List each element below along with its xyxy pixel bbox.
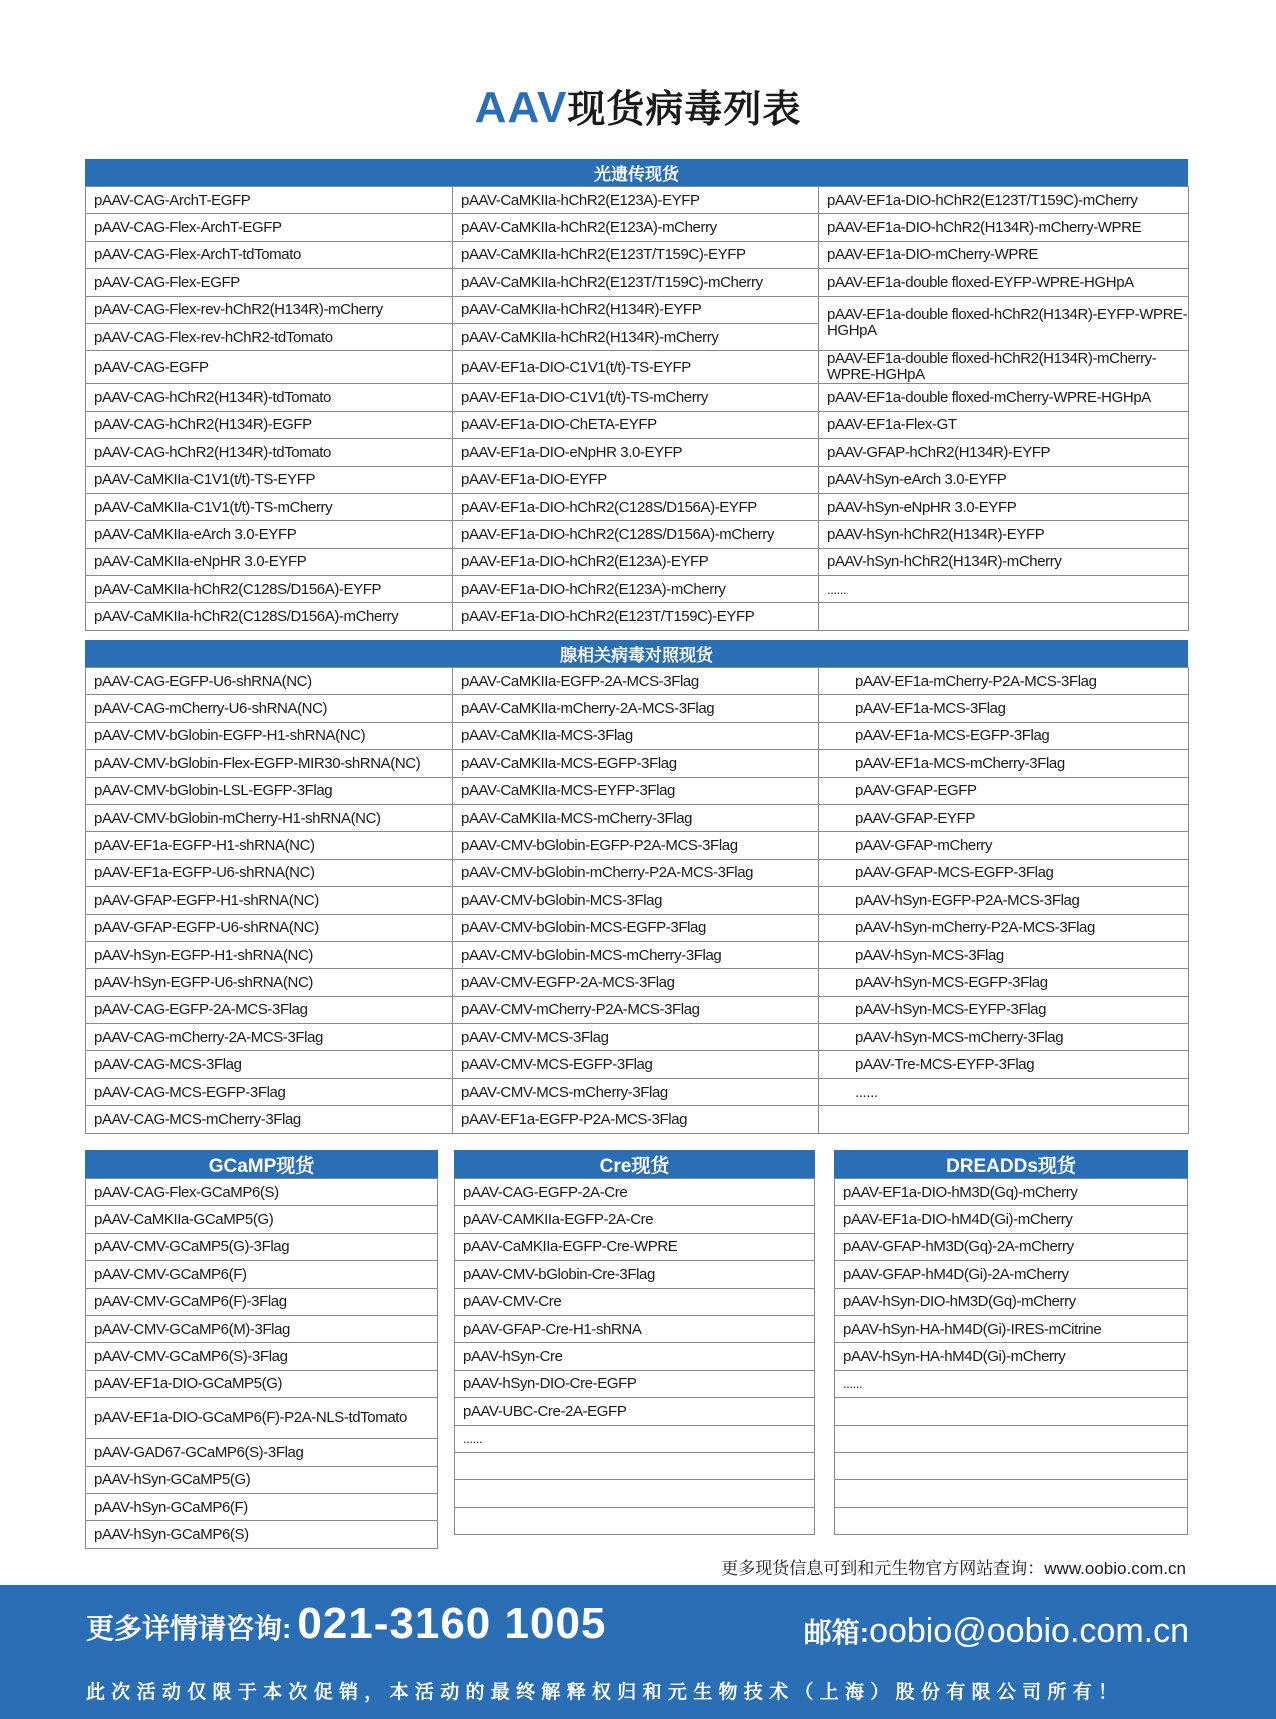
table-row (835, 1179, 1188, 1206)
table-row (86, 887, 1189, 914)
optogenetics-table (85, 186, 1189, 631)
table-cell (835, 1507, 1188, 1534)
table-row (86, 722, 1189, 749)
table-cell: pAAV-GFAP-EGFP-H1-shRNA(NC) (86, 887, 453, 914)
table-row (86, 1521, 438, 1548)
table-cell: pAAV-EF1a-MCS-mCherry-3Flag (819, 750, 1189, 777)
table-row (86, 1398, 438, 1439)
table-cell: pAAV-EF1a-EGFP-U6-shRNA(NC) (86, 859, 453, 886)
table-cell: pAAV-CMV-bGlobin-mCherry-P2A-MCS-3Flag (453, 859, 819, 886)
table-cell (835, 1425, 1188, 1452)
table-cell: pAAV-EF1a-DIO-ChETA-EYFP (453, 411, 819, 438)
table-row (86, 1051, 1189, 1078)
table-row (86, 941, 1189, 968)
table-row (86, 1288, 438, 1315)
table-row (455, 1370, 815, 1397)
table-row (455, 1480, 815, 1507)
table-row (86, 1493, 438, 1520)
table-cell: pAAV-EF1a-DIO-EYFP (453, 466, 819, 493)
table-cell: pAAV-GFAP-hM4D(Gi)-2A-mCherry (835, 1261, 1188, 1288)
table-row (86, 351, 1189, 384)
table-cell: pAAV-CMV-EGFP-2A-MCS-3Flag (453, 969, 819, 996)
table-cell: pAAV-CAG-mCherry-2A-MCS-3Flag (86, 1024, 453, 1051)
gcamp-header: GCaMP现货 (85, 1150, 438, 1178)
shrna-table (85, 667, 1189, 1134)
table-cell: pAAV-EF1a-Flex-GT (819, 411, 1189, 438)
table-cell: pAAV-CMV-bGlobin-EGFP-H1-shRNA(NC) (86, 722, 453, 749)
table-cell: ...... (819, 1078, 1189, 1105)
table-cell: pAAV-CaMKIIa-eNpHR 3.0-EYFP (86, 548, 453, 575)
table-cell (835, 1452, 1188, 1479)
table-cell: pAAV-Tre-MCS-EYFP-3Flag (819, 1051, 1189, 1078)
table-cell: pAAV-EF1a-DIO-hChR2(C128S/D156A)-EYFP (453, 493, 819, 520)
table-cell: pAAV-CaMKIIa-hChR2(H134R)-EYFP (453, 296, 819, 323)
table-cell: pAAV-CAG-MCS-EGFP-3Flag (86, 1078, 453, 1105)
table-cell: pAAV-CMV-GCaMP6(M)-3Flag (86, 1315, 438, 1342)
table-row (86, 1370, 438, 1397)
table-cell: pAAV-CaMKIIa-mCherry-2A-MCS-3Flag (453, 695, 819, 722)
table-cell: pAAV-CaMKIIa-MCS-EGFP-3Flag (453, 750, 819, 777)
table-cell: pAAV-CaMKIIa-eArch 3.0-EYFP (86, 521, 453, 548)
table-cell: pAAV-CMV-GCaMP6(S)-3Flag (86, 1343, 438, 1370)
table-cell: pAAV-hSyn-Cre (455, 1343, 815, 1370)
table-cell: pAAV-EF1a-DIO-GCaMP5(G) (86, 1370, 438, 1397)
table-row (835, 1261, 1188, 1288)
table-row (455, 1425, 815, 1452)
table-cell: pAAV-CMV-bGlobin-MCS-mCherry-3Flag (453, 941, 819, 968)
table-cell: pAAV-CaMKIIa-hChR2(E123T/T159C)-mCherry (453, 269, 819, 296)
table-row (86, 466, 1189, 493)
table-cell: pAAV-EF1a-DIO-hChR2(E123T/T159C)-mCherry (819, 187, 1189, 214)
table-row (86, 1179, 438, 1206)
table-cell: pAAV-GFAP-mCherry (819, 832, 1189, 859)
table-cell: pAAV-CAG-EGFP-U6-shRNA(NC) (86, 668, 453, 695)
table-cell: pAAV-CaMKIIa-C1V1(t/t)-TS-mCherry (86, 493, 453, 520)
table-row (455, 1288, 815, 1315)
table-cell: pAAV-CMV-bGlobin-MCS-EGFP-3Flag (453, 914, 819, 941)
consult-line (86, 1599, 606, 1649)
table-cell (455, 1452, 815, 1479)
table-cell: pAAV-CMV-bGlobin-Flex-EGFP-MIR30-shRNA(NC) (86, 750, 453, 777)
table-cell: pAAV-EF1a-DIO-hChR2(H134R)-mCherry-WPRE (819, 214, 1189, 241)
table-cell: pAAV-EF1a-DIO-eNpHR 3.0-EYFP (453, 439, 819, 466)
table-cell: pAAV-CAG-Flex-rev-hChR2(H134R)-mCherry (86, 296, 453, 323)
table-cell: pAAV-CAG-Flex-rev-hChR2-tdTomato (86, 323, 453, 350)
table-cell: pAAV-EF1a-MCS-3Flag (819, 695, 1189, 722)
table-row (835, 1452, 1188, 1479)
table-row (86, 521, 1189, 548)
table-row (455, 1261, 815, 1288)
table-cell: pAAV-EF1a-mCherry-P2A-MCS-3Flag (819, 668, 1189, 695)
table-cell: pAAV-GFAP-EYFP (819, 804, 1189, 831)
table-row (455, 1507, 815, 1534)
table-cell: pAAV-CMV-GCaMP6(F)-3Flag (86, 1288, 438, 1315)
table-cell: pAAV-CaMKIIa-MCS-3Flag (453, 722, 819, 749)
table-row (835, 1315, 1188, 1342)
table-cell: pAAV-hSyn-hChR2(H134R)-mCherry (819, 548, 1189, 575)
table-row (86, 1206, 438, 1233)
table-cell: pAAV-EF1a-double floxed-mCherry-WPRE-HGHpA (819, 384, 1189, 411)
table-cell: pAAV-CAG-Flex-ArchT-EGFP (86, 214, 453, 241)
table-cell: pAAV-GFAP-hM3D(Gq)-2A-mCherry (835, 1233, 1188, 1260)
table-cell: pAAV-hSyn-MCS-EYFP-3Flag (819, 996, 1189, 1023)
table-cell: pAAV-hSyn-eNpHR 3.0-EYFP (819, 493, 1189, 520)
table-row (835, 1425, 1188, 1452)
table-cell: ...... (835, 1370, 1188, 1397)
table-cell: pAAV-UBC-Cre-2A-EGFP (455, 1398, 815, 1425)
table-row (86, 804, 1189, 831)
table-row (86, 859, 1189, 886)
shrna-header: 腺相关病毒对照现货 (85, 640, 1188, 667)
table-cell: pAAV-CaMKIIa-GCaMP5(G) (86, 1206, 438, 1233)
email-address: oobio@oobio.com.cn (869, 1612, 1189, 1650)
table-cell: pAAV-GFAP-EGFP-U6-shRNA(NC) (86, 914, 453, 941)
table-cell: pAAV-EF1a-DIO-mCherry-WPRE (819, 241, 1189, 268)
table-cell: pAAV-hSyn-MCS-EGFP-3Flag (819, 969, 1189, 996)
table-row (86, 832, 1189, 859)
table-cell: pAAV-CaMKIIa-C1V1(t/t)-TS-EYFP (86, 466, 453, 493)
table-row (86, 1078, 1189, 1105)
table-cell: pAAV-hSyn-MCS-3Flag (819, 941, 1189, 968)
table-row (455, 1343, 815, 1370)
table-row (86, 603, 1189, 630)
email-line (804, 1611, 1189, 1651)
table-row (86, 296, 1189, 323)
table-row (86, 187, 1189, 214)
table-cell: pAAV-CMV-Cre (455, 1288, 815, 1315)
table-cell: pAAV-hSyn-DIO-hM3D(Gq)-mCherry (835, 1288, 1188, 1315)
website-note: 更多现货信息可到和元生物官方网站查询：www.oobio.com.cn (721, 1559, 1186, 1578)
consult-label: 更多详情请咨询: (86, 1613, 292, 1644)
table-row (455, 1398, 815, 1425)
table-cell: pAAV-EF1a-DIO-hM4D(Gi)-mCherry (835, 1206, 1188, 1233)
table-cell: pAAV-CAG-hChR2(H134R)-tdTomato (86, 439, 453, 466)
table-row (835, 1370, 1188, 1397)
table-cell: pAAV-CaMKIIa-hChR2(E123T/T159C)-EYFP (453, 241, 819, 268)
table-cell: pAAV-hSyn-mCherry-P2A-MCS-3Flag (819, 914, 1189, 941)
dreadds-header: DREADDs现货 (834, 1150, 1188, 1178)
table-row (86, 548, 1189, 575)
table-row (86, 1261, 438, 1288)
table-cell: pAAV-CMV-GCaMP6(F) (86, 1261, 438, 1288)
table-cell: pAAV-CAG-mCherry-U6-shRNA(NC) (86, 695, 453, 722)
table-cell (455, 1480, 815, 1507)
table-cell: pAAV-hSyn-EGFP-H1-shRNA(NC) (86, 941, 453, 968)
table-row (86, 1233, 438, 1260)
dreadds-table (834, 1178, 1188, 1535)
phone-number: 021-3160 1005 (297, 1599, 607, 1648)
table-cell: pAAV-CAG-Flex-GCaMP6(S) (86, 1179, 438, 1206)
table-row (86, 914, 1189, 941)
table-row (86, 411, 1189, 438)
table-cell: pAAV-EF1a-double floxed-hChR2(H134R)-mCherry-WPRE-HGHpA (819, 351, 1189, 384)
table-cell (819, 1106, 1189, 1133)
table-cell: pAAV-CMV-MCS-3Flag (453, 1024, 819, 1051)
table-row (86, 439, 1189, 466)
table-row (835, 1343, 1188, 1370)
table-cell: pAAV-CAMKIIa-EGFP-2A-Cre (455, 1206, 815, 1233)
optogenetics-header: 光遗传现货 (85, 159, 1188, 186)
table-cell: pAAV-EF1a-DIO-hChR2(C128S/D156A)-mCherry (453, 521, 819, 548)
table-cell: ...... (819, 576, 1189, 603)
title-suffix: 现货病毒列表 (567, 89, 802, 131)
table-cell: pAAV-EF1a-DIO-GCaMP6(F)-P2A-NLS-tdTomato (86, 1398, 438, 1439)
table-cell (455, 1507, 815, 1534)
table-cell: pAAV-EF1a-double floxed-hChR2(H134R)-EYFP-WPRE-HGHpA (819, 296, 1189, 351)
table-cell: pAAV-CMV-GCaMP5(G)-3Flag (86, 1233, 438, 1260)
table-cell: pAAV-EF1a-MCS-EGFP-3Flag (819, 722, 1189, 749)
table-cell: pAAV-GFAP-MCS-EGFP-3Flag (819, 859, 1189, 886)
table-row (86, 695, 1189, 722)
table-cell: pAAV-CMV-bGlobin-Cre-3Flag (455, 1261, 815, 1288)
table-row (86, 269, 1189, 296)
table-row (455, 1179, 815, 1206)
table-cell (819, 603, 1189, 630)
table-row (86, 750, 1189, 777)
table-cell: pAAV-EF1a-EGFP-P2A-MCS-3Flag (453, 1106, 819, 1133)
table-cell: pAAV-CMV-MCS-mCherry-3Flag (453, 1078, 819, 1105)
table-cell: pAAV-CaMKIIa-EGFP-2A-MCS-3Flag (453, 668, 819, 695)
table-row (455, 1315, 815, 1342)
gcamp-table (85, 1178, 438, 1549)
table-cell: pAAV-hSyn-MCS-mCherry-3Flag (819, 1024, 1189, 1051)
table-cell: pAAV-CAG-Flex-EGFP (86, 269, 453, 296)
table-cell: pAAV-CaMKIIa-hChR2(E123A)-mCherry (453, 214, 819, 241)
disclaimer: 此次活动仅限于本次促销，本活动的最终解释权归和元生物技术（上海）股份有限公司所有！ (86, 1682, 1124, 1703)
table-cell: pAAV-CAG-ArchT-EGFP (86, 187, 453, 214)
table-cell: pAAV-EF1a-DIO-C1V1(t/t)-TS-EYFP (453, 351, 819, 384)
table-cell: pAAV-CAG-EGFP-2A-Cre (455, 1179, 815, 1206)
table-row (455, 1206, 815, 1233)
table-cell: pAAV-CAG-hChR2(H134R)-EGFP (86, 411, 453, 438)
table-cell: pAAV-CaMKIIa-hChR2(H134R)-mCherry (453, 323, 819, 350)
table-row (86, 1466, 438, 1493)
table-row (86, 1106, 1189, 1133)
table-cell: pAAV-hSyn-HA-hM4D(Gi)-IRES-mCitrine (835, 1315, 1188, 1342)
table-cell: pAAV-CAG-MCS-3Flag (86, 1051, 453, 1078)
cre-table (454, 1178, 815, 1535)
table-row (835, 1480, 1188, 1507)
table-cell: pAAV-CMV-bGlobin-MCS-3Flag (453, 887, 819, 914)
page-title (0, 78, 1276, 133)
table-cell: pAAV-CAG-EGFP (86, 351, 453, 384)
table-cell: pAAV-hSyn-hChR2(H134R)-EYFP (819, 521, 1189, 548)
table-cell: pAAV-GFAP-EGFP (819, 777, 1189, 804)
table-cell: pAAV-CAG-hChR2(H134R)-tdTomato (86, 384, 453, 411)
table-row (86, 1343, 438, 1370)
table-cell: pAAV-hSyn-DIO-Cre-EGFP (455, 1370, 815, 1397)
table-cell: pAAV-EF1a-DIO-hM3D(Gq)-mCherry (835, 1179, 1188, 1206)
table-cell: pAAV-GAD67-GCaMP6(S)-3Flag (86, 1439, 438, 1466)
table-cell: pAAV-GFAP-hChR2(H134R)-EYFP (819, 439, 1189, 466)
table-cell: pAAV-CMV-bGlobin-EGFP-P2A-MCS-3Flag (453, 832, 819, 859)
table-cell: pAAV-CAG-EGFP-2A-MCS-3Flag (86, 996, 453, 1023)
table-row (455, 1233, 815, 1260)
table-row (86, 214, 1189, 241)
table-cell: pAAV-CAG-MCS-mCherry-3Flag (86, 1106, 453, 1133)
email-label: 邮箱: (803, 1617, 870, 1648)
table-cell: pAAV-hSyn-GCaMP5(G) (86, 1466, 438, 1493)
table-cell: pAAV-CaMKIIa-MCS-mCherry-3Flag (453, 804, 819, 831)
table-cell: pAAV-CaMKIIa-MCS-EYFP-3Flag (453, 777, 819, 804)
table-cell: pAAV-EF1a-EGFP-H1-shRNA(NC) (86, 832, 453, 859)
table-cell: pAAV-hSyn-GCaMP6(S) (86, 1521, 438, 1548)
table-cell: pAAV-GFAP-Cre-H1-shRNA (455, 1315, 815, 1342)
table-cell: pAAV-EF1a-DIO-hChR2(E123A)-EYFP (453, 548, 819, 575)
table-row (86, 384, 1189, 411)
table-row (86, 576, 1189, 603)
table-cell: pAAV-CMV-mCherry-P2A-MCS-3Flag (453, 996, 819, 1023)
table-row (835, 1288, 1188, 1315)
table-row (86, 1439, 438, 1466)
table-row (86, 969, 1189, 996)
table-row (86, 1024, 1189, 1051)
table-cell: pAAV-hSyn-EGFP-U6-shRNA(NC) (86, 969, 453, 996)
table-cell: pAAV-EF1a-DIO-C1V1(t/t)-TS-mCherry (453, 384, 819, 411)
table-cell: pAAV-EF1a-DIO-hChR2(E123T/T159C)-EYFP (453, 603, 819, 630)
table-cell: ...... (455, 1425, 815, 1452)
title-prefix: AAV (474, 83, 568, 132)
table-cell: pAAV-EF1a-double floxed-EYFP-WPRE-HGHpA (819, 269, 1189, 296)
footer-banner (0, 1585, 1276, 1719)
table-row (86, 493, 1189, 520)
table-cell: pAAV-CaMKIIa-EGFP-Cre-WPRE (455, 1233, 815, 1260)
table-cell (835, 1398, 1188, 1425)
table-cell: pAAV-EF1a-DIO-hChR2(E123A)-mCherry (453, 576, 819, 603)
table-cell: pAAV-hSyn-GCaMP6(F) (86, 1493, 438, 1520)
table-cell (835, 1480, 1188, 1507)
table-row (86, 1315, 438, 1342)
table-row (835, 1233, 1188, 1260)
table-cell: pAAV-CaMKIIa-hChR2(C128S/D156A)-EYFP (86, 576, 453, 603)
table-cell: pAAV-CMV-bGlobin-mCherry-H1-shRNA(NC) (86, 804, 453, 831)
table-row (86, 241, 1189, 268)
cre-header: Cre现货 (454, 1150, 815, 1178)
table-cell: pAAV-CAG-Flex-ArchT-tdTomato (86, 241, 453, 268)
table-row (86, 777, 1189, 804)
table-cell: pAAV-hSyn-eArch 3.0-EYFP (819, 466, 1189, 493)
table-row (835, 1507, 1188, 1534)
table-cell: pAAV-CaMKIIa-hChR2(E123A)-EYFP (453, 187, 819, 214)
table-cell: pAAV-hSyn-EGFP-P2A-MCS-3Flag (819, 887, 1189, 914)
table-row (86, 668, 1189, 695)
table-cell: pAAV-CaMKIIa-hChR2(C128S/D156A)-mCherry (86, 603, 453, 630)
table-cell: pAAV-hSyn-HA-hM4D(Gi)-mCherry (835, 1343, 1188, 1370)
table-row (835, 1398, 1188, 1425)
table-row (86, 996, 1189, 1023)
table-cell: pAAV-CMV-bGlobin-LSL-EGFP-3Flag (86, 777, 453, 804)
table-row (835, 1206, 1188, 1233)
table-row (455, 1452, 815, 1479)
table-cell: pAAV-CMV-MCS-EGFP-3Flag (453, 1051, 819, 1078)
